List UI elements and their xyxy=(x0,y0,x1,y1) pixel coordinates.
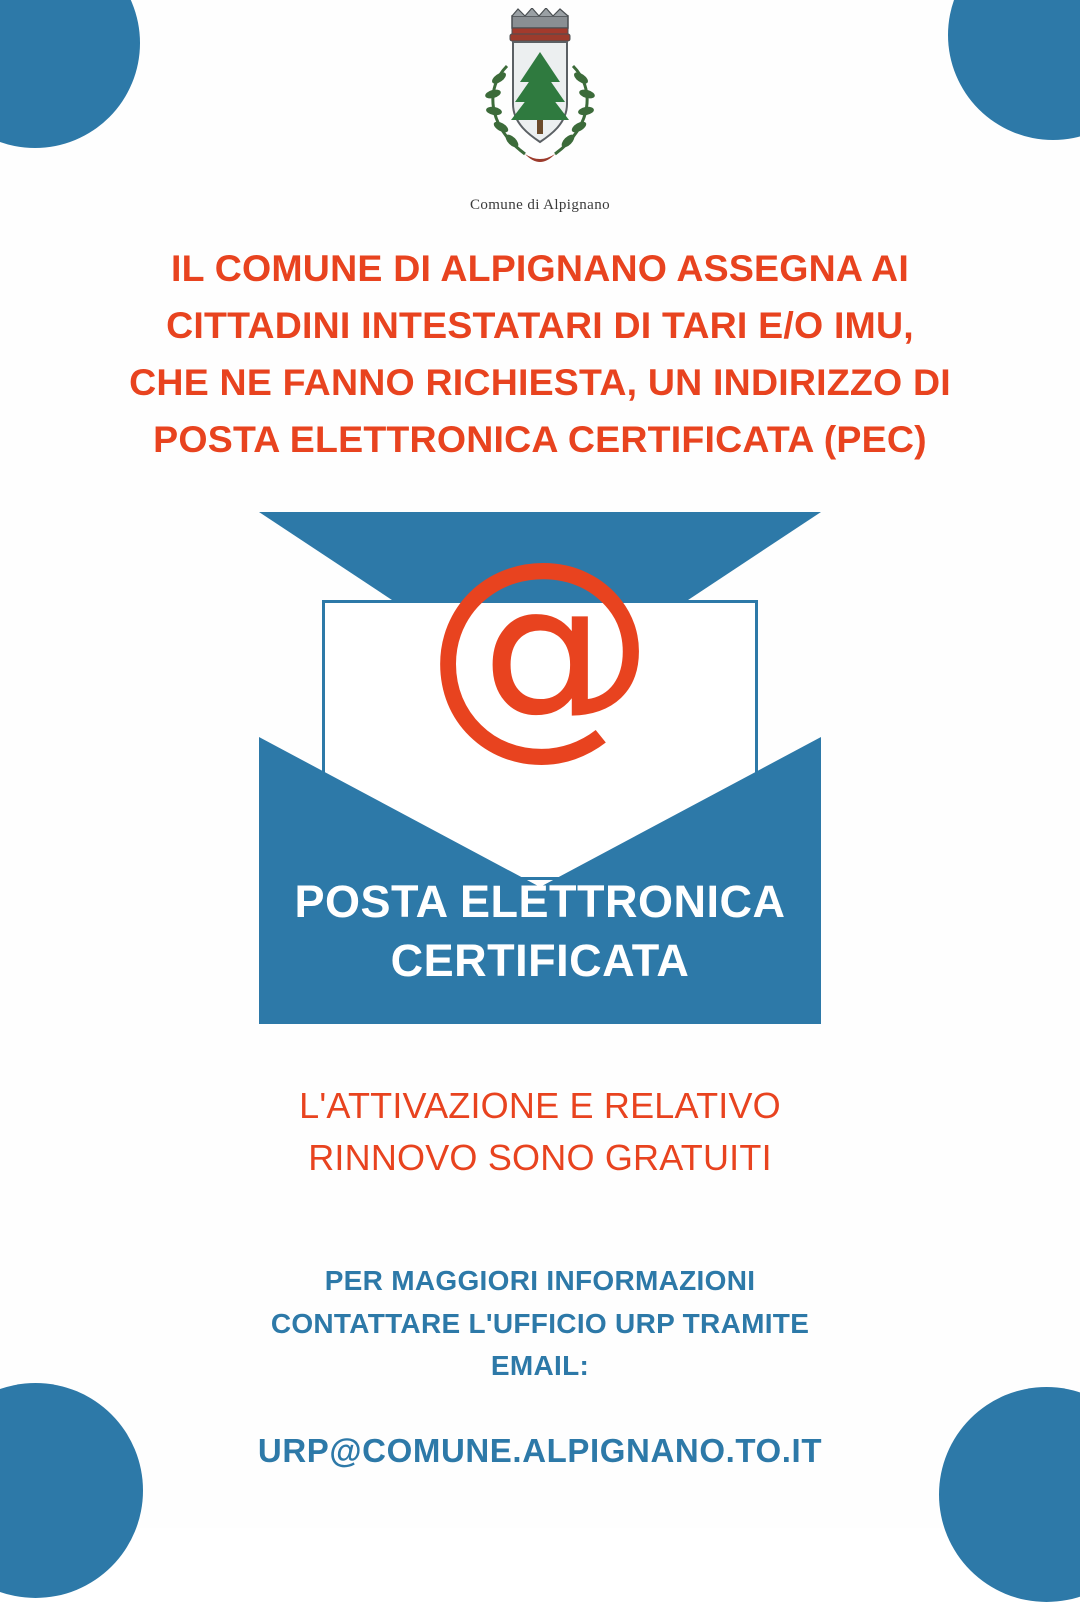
contact-email[interactable]: URP@COMUNE.ALPIGNANO.TO.IT xyxy=(257,1432,823,1470)
envelope-label-line-2: CERTIFICATA xyxy=(390,935,690,987)
crest-caption: Comune di Alpignano xyxy=(469,197,611,213)
envelope-label xyxy=(259,872,821,991)
open-envelope-icon xyxy=(259,512,821,1024)
free-note-line-1: L'ATTIVAZIONE E RELATIVO xyxy=(299,1085,781,1126)
page-title xyxy=(50,240,1030,468)
free-note-line-2: RINNOVO SONO GRATUITI xyxy=(308,1137,772,1179)
headline-line-2: CITTADINI INTESTATARI DI TARI E/O IMU, xyxy=(166,304,914,346)
envelope-label-line-1: POSTA ELETTRONICA xyxy=(294,876,786,927)
contact-info-block xyxy=(0,1260,1080,1388)
info-line-3: EMAIL: xyxy=(490,1350,590,1382)
headline-line-3: CHE NE FANNO RICHIESTA, UN INDIRIZZO DI xyxy=(129,361,951,403)
coat-of-arms-icon xyxy=(455,8,625,193)
info-line-2: CONTATTARE L'UFFICIO URP TRAMITE xyxy=(270,1307,810,1339)
at-symbol-icon: @ xyxy=(425,513,655,780)
free-activation-note xyxy=(0,1080,1080,1184)
crest-block xyxy=(0,0,1080,214)
headline-line-1: IL COMUNE DI ALPIGNANO ASSEGNA AI xyxy=(171,247,909,289)
info-line-1: PER MAGGIORI INFORMAZIONI xyxy=(324,1265,756,1297)
envelope-illustration-area xyxy=(0,512,1080,1024)
headline-line-4: POSTA ELETTRONICA CERTIFICATA (PEC) xyxy=(153,418,927,460)
